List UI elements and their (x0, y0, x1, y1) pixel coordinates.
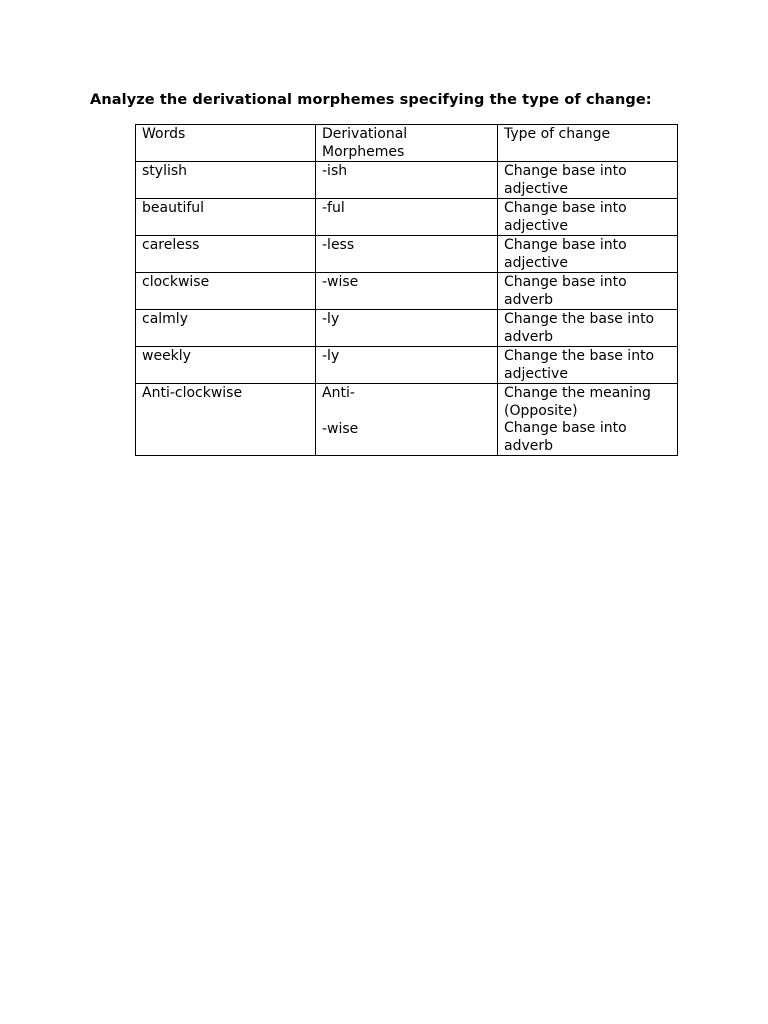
change-prefix: Change the meaning (Opposite) (504, 385, 651, 419)
header-words: Words (136, 125, 316, 162)
spacer (322, 403, 491, 421)
table-row (136, 236, 678, 273)
cell-morpheme-stack (316, 384, 498, 456)
header-type-of-change: Type of change (498, 125, 678, 162)
table-row-anti-clockwise (136, 384, 678, 456)
cell-morpheme: -ful (316, 199, 498, 236)
cell-word: beautiful (136, 199, 316, 236)
morpheme-suffix: -wise (322, 420, 359, 437)
cell-word: clockwise (136, 273, 316, 310)
table-row (136, 199, 678, 236)
cell-morpheme: -ly (316, 310, 498, 347)
table-row (136, 162, 678, 199)
morpheme-table (135, 124, 678, 456)
cell-change: Change the base into adverb (498, 310, 678, 347)
morpheme-prefix: Anti- (322, 385, 355, 401)
cell-word: Anti-clockwise (136, 384, 316, 456)
header-derivational-morphemes: Derivational Morphemes (316, 125, 498, 162)
cell-morpheme: -wise (316, 273, 498, 310)
cell-word: stylish (136, 162, 316, 199)
cell-change: Change base into adjective (498, 236, 678, 273)
cell-word: careless (136, 236, 316, 273)
cell-morpheme: -ish (316, 162, 498, 199)
table-row (136, 273, 678, 310)
table-row (136, 347, 678, 384)
table-row (136, 310, 678, 347)
cell-morpheme: -less (316, 236, 498, 273)
cell-change: Change base into adjective (498, 162, 678, 199)
change-suffix: Change base into adverb (504, 420, 627, 454)
cell-change: Change base into adjective (498, 199, 678, 236)
page-heading: Analyze the derivational morphemes specifying the type of change: (90, 92, 652, 108)
cell-change-stack (498, 384, 678, 456)
cell-word: calmly (136, 310, 316, 347)
cell-change: Change base into adverb (498, 273, 678, 310)
cell-morpheme: -ly (316, 347, 498, 384)
cell-change: Change the base into adjective (498, 347, 678, 384)
cell-word: weekly (136, 347, 316, 384)
table-header-row (136, 125, 678, 162)
